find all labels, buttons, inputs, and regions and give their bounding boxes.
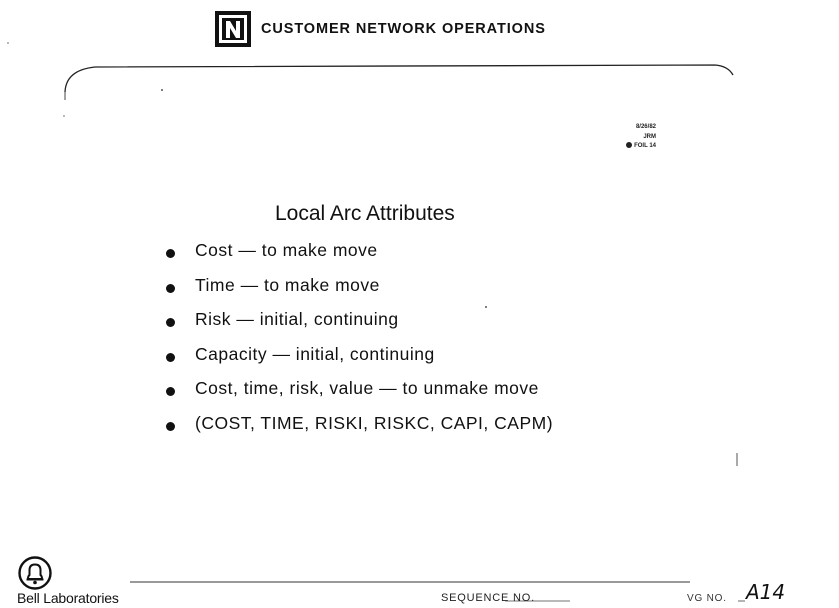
bullet-text: Capacity — initial, continuing xyxy=(195,343,435,364)
bell-logo-icon xyxy=(17,555,53,591)
bullet-text: Cost — to make move xyxy=(195,240,378,260)
header-title: CUSTOMER NETWORK OPERATIONS xyxy=(261,21,546,37)
slide-title: Local Arc Attributes xyxy=(275,202,455,225)
handwritten-page-number: A14 xyxy=(746,580,786,604)
bullet-dot-icon xyxy=(166,353,175,362)
foil-number: FOIL 14 xyxy=(634,143,656,149)
bullet-dot-icon xyxy=(166,387,175,396)
bullet-dot-icon xyxy=(166,422,175,431)
bullet-text: Time — to make move xyxy=(195,274,380,295)
bullet-dot-icon xyxy=(166,318,175,327)
bullet-dot-icon xyxy=(166,284,175,293)
bell-labs-wordmark: Bell Laboratories xyxy=(17,590,119,606)
bullet-text: Cost, time, risk, value — to unmake move xyxy=(195,378,539,398)
vg-number-label: VG NO. xyxy=(687,593,727,604)
bullet-text: Risk — initial, continuing xyxy=(195,309,399,329)
bullet-dot-icon xyxy=(166,249,175,258)
foil-number-row xyxy=(600,142,656,152)
header xyxy=(214,10,546,48)
bullet-text: (COST, TIME, RISKI, RISKC, CAPI, CAPM) xyxy=(195,412,554,433)
foil-date: 8/26/82 xyxy=(635,124,656,130)
foil-metadata xyxy=(600,123,656,152)
foil-dot-icon xyxy=(626,142,632,148)
foil-author: JRM xyxy=(643,133,656,140)
company-logo-icon xyxy=(214,10,252,48)
sequence-number-label: SEQUENCE NO. xyxy=(441,592,535,604)
